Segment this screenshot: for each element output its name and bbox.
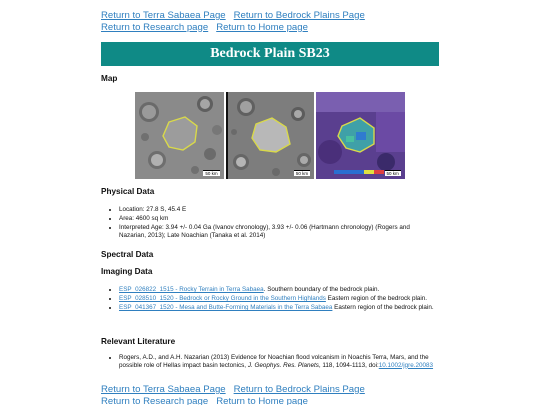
map-panel-outline [226, 92, 315, 179]
section-spectral-heading: Spectral Data [101, 250, 154, 259]
nav-research-link[interactable]: Return to Research page [101, 395, 209, 405]
imaging-note: Eastern region of the bedrock plain. [325, 295, 428, 303]
imaging-link-028510[interactable]: ESP_028510_1520 - Bedrock or Rocky Ground in the Southern Highlands [119, 295, 326, 303]
imaging-link-026822[interactable]: ESP_026822_1515 - Rocky Terrain in Terra Sabaea [119, 286, 264, 293]
literature-list [119, 354, 437, 371]
imaging-data-list [119, 286, 437, 313]
map-panel-grayscale [135, 92, 224, 179]
list-item: • Location: 27.8 S, 45.4 E [119, 206, 437, 214]
nav-research-link[interactable]: Return to Research page [101, 21, 209, 33]
list-item: • Area: 4600 sq km [119, 215, 437, 223]
scale-bar: 50 km [205, 171, 218, 176]
thermal-image [316, 92, 405, 179]
nav-terra-sabaea-link[interactable]: Return to Terra Sabaea Page [101, 10, 226, 21]
map-panel-color [316, 92, 405, 179]
list-item [119, 304, 437, 312]
journal-name: J. Geophys. Res. Planets [247, 361, 319, 369]
list-item [119, 354, 437, 369]
terrain-image [135, 92, 224, 179]
imaging-link-041367[interactable]: ESP_041367_1520 - Mesa and Butte-Forming Materials in the Terra Sabaea [119, 304, 333, 312]
page-title: Bedrock Plain SB23 [101, 42, 439, 66]
top-navigation [101, 10, 365, 33]
citation-text: Rogers, A.D., and A.H. Nazarian (2013) Evidence for Noachian flood volcanism in Noachis Terra, Mars, and the possible role of Hellas impact basin tectonics, [119, 354, 429, 369]
imaging-note: . Southern boundary of the bedrock plain. [263, 286, 380, 293]
list-item [119, 295, 437, 303]
section-physical-heading: Physical Data [101, 187, 155, 196]
section-imaging-heading: Imaging Data [101, 267, 153, 276]
section-literature-heading: Relevant Literature [101, 337, 176, 346]
nav-terra-sabaea-link[interactable]: Return to Terra Sabaea Page [101, 384, 226, 395]
nav-bedrock-plains-link[interactable]: Return to Bedrock Plains Page [233, 384, 365, 395]
scale-bar: 50 km [295, 171, 309, 176]
doi-link[interactable]: 10.1002/jgre.20083 [378, 361, 434, 369]
citation-tail: , 118, 1094-1113, doi: [318, 361, 379, 369]
nav-bedrock-plains-link[interactable]: Return to Bedrock Plains Page [233, 10, 365, 21]
imaging-note: Eastern region of the bedrock plain. [332, 304, 434, 312]
nav-home-link[interactable]: Return to Home page [216, 21, 308, 33]
list-item [119, 286, 437, 294]
nav-home-link[interactable]: Return to Home page [216, 395, 308, 405]
list-item: • Interpreted Age: 3.94 +/- 0.04 Ga (Ivanov chronology), 3.93 +/- 0.06 (Hartmann chronology) (Rogers and Nazarian, 2013); Late Noachian (Tanaka et al. 2014) [119, 224, 437, 239]
section-map-heading: Map [101, 74, 118, 83]
scale-bar: 50 km [386, 171, 399, 176]
physical-data-list [119, 206, 437, 241]
bottom-navigation [101, 384, 365, 405]
terrain-image [226, 92, 315, 179]
map-figure [135, 92, 405, 179]
